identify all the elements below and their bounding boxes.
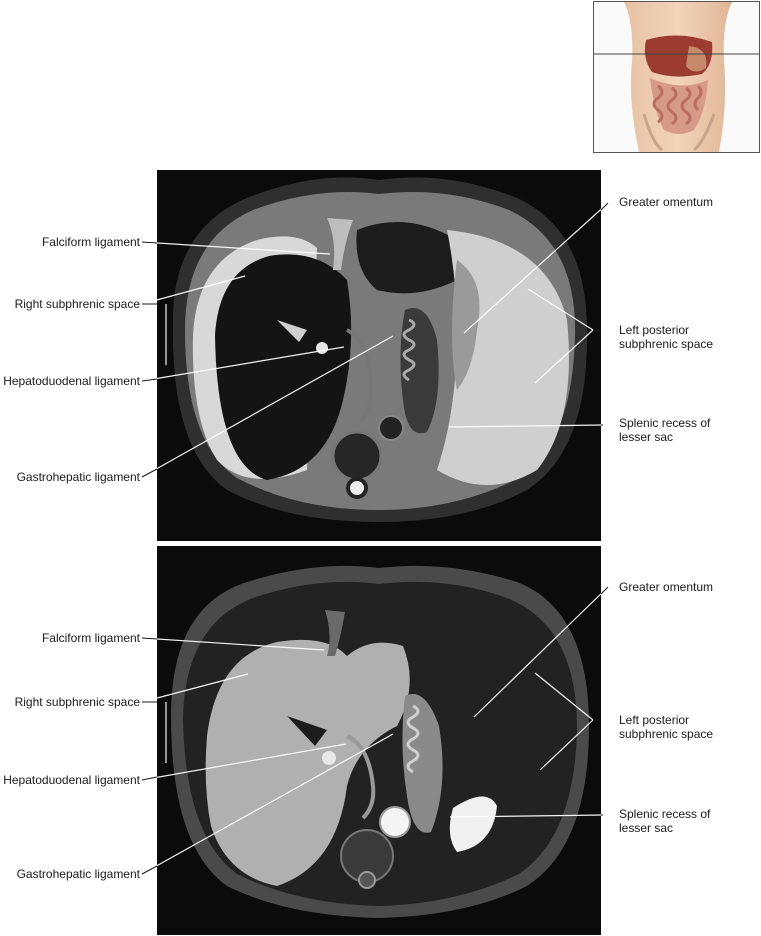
- mri-axial-image-bottom: [157, 546, 601, 935]
- label-right-subphrenic-space: Right subphrenic space: [14, 695, 140, 709]
- label-left-posterior: Left posterior: [619, 713, 690, 727]
- label-falciform-ligament: Falciform ligament: [41, 631, 140, 645]
- label-subphrenic-space: subphrenic space: [619, 727, 714, 741]
- label-left-posterior: Left posterior: [619, 323, 690, 337]
- mri-panel-bottom: [157, 546, 601, 935]
- label-splenic-recess-of: Splenic recess of: [619, 807, 711, 821]
- mri-axial-image-top: [157, 170, 601, 541]
- mri-panel-top: [157, 170, 601, 541]
- label-hepatoduodenal-ligament: Hepatoduodenal ligament: [3, 374, 140, 388]
- label-right-subphrenic-space: Right subphrenic space: [14, 297, 140, 311]
- torso-anatomy-icon: [594, 2, 759, 152]
- label-subphrenic-space: subphrenic space: [619, 337, 714, 351]
- label-splenic-recess-of: Splenic recess of: [619, 416, 711, 430]
- label-lesser-sac: lesser sac: [619, 430, 674, 444]
- label-greater-omentum: Greater omentum: [619, 580, 714, 594]
- label-gastrohepatic-ligament: Gastrohepatic ligament: [16, 470, 140, 484]
- label-greater-omentum: Greater omentum: [619, 195, 714, 209]
- label-hepatoduodenal-ligament: Hepatoduodenal ligament: [3, 773, 140, 787]
- anatomy-thumbnail: [593, 1, 760, 153]
- label-gastrohepatic-ligament: Gastrohepatic ligament: [16, 867, 140, 881]
- label-falciform-ligament: Falciform ligament: [41, 235, 140, 249]
- label-lesser-sac: lesser sac: [619, 821, 674, 835]
